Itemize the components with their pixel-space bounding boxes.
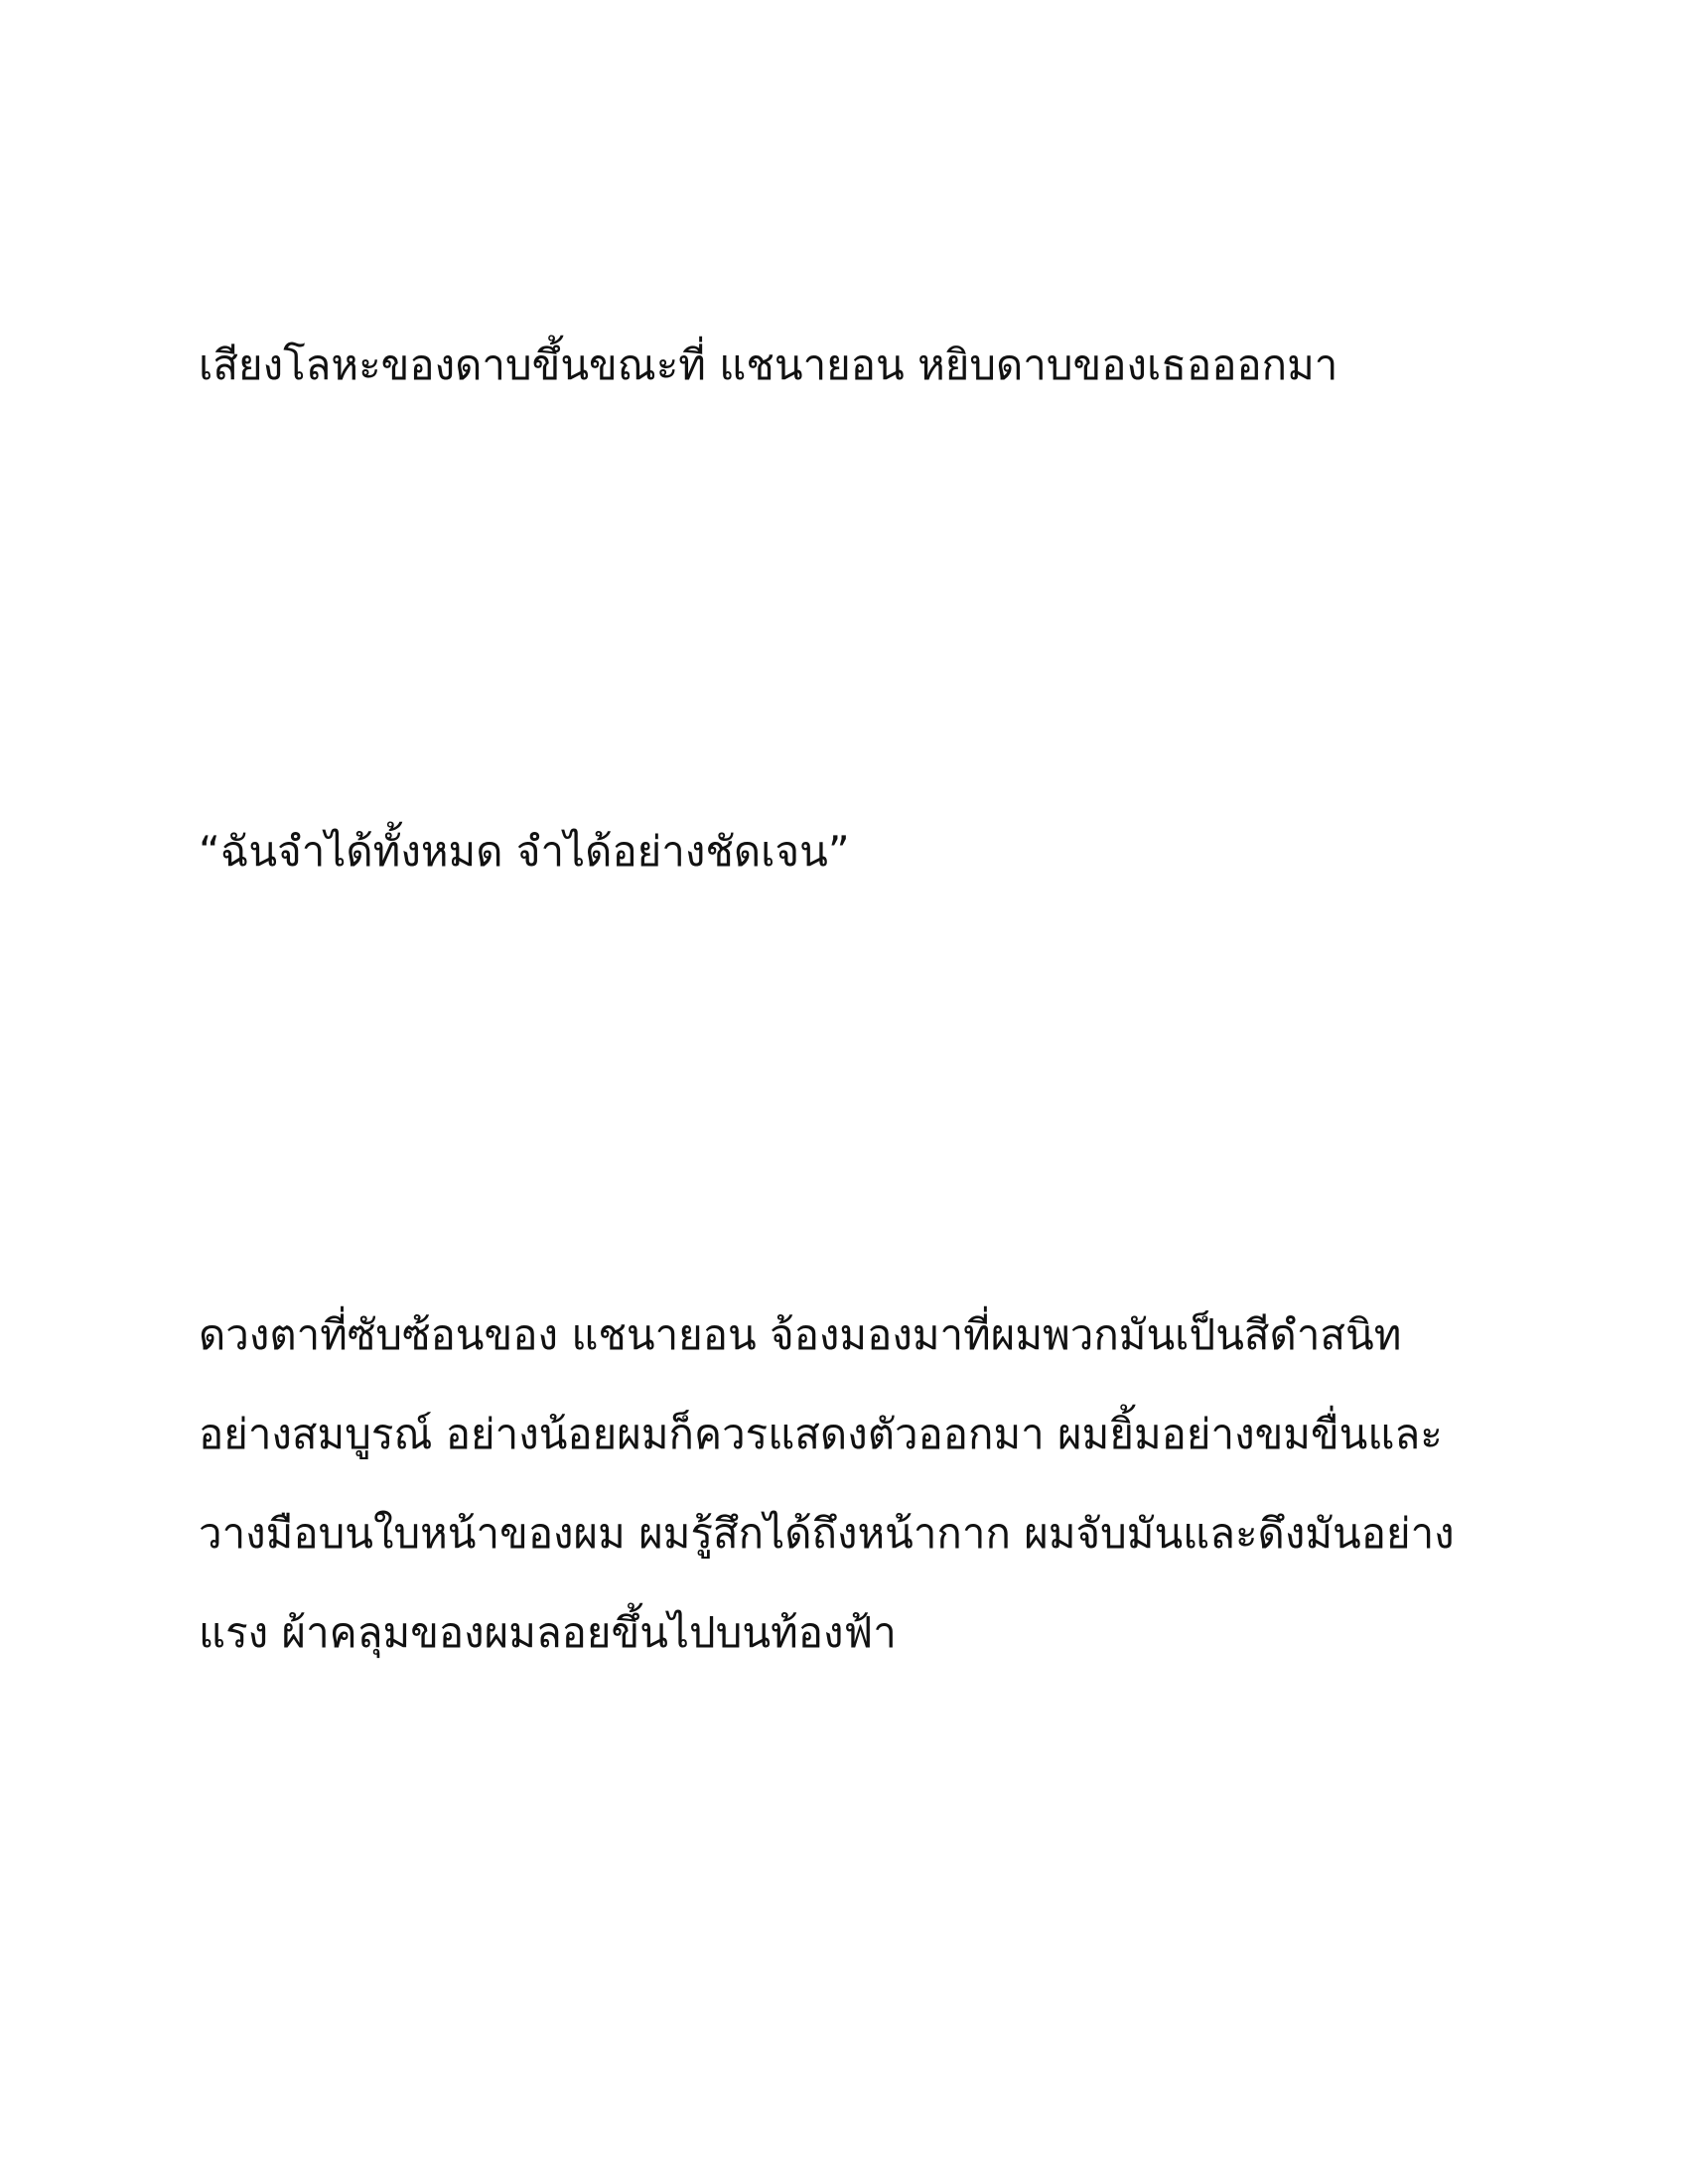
text-line: วางมือบนใบหน้าของผม ผมรู้สึกได้ถึงหน้ากาก ผมจับมันและดึงมันอย่าง — [199, 1509, 1455, 1558]
paragraph-sword-drawn — [199, 316, 1509, 415]
text-line: อย่างสมบูรณ์ อย่างน้อยผมก็ควรแสดงตัวออกมา ผมยิ้มอย่างขมขื่นและ — [199, 1410, 1443, 1458]
text-line: ดวงตาที่ซับซ้อนของ แชนายอน จ้องมองมาที่ผมพวกมันเป็นสีดำสนิท — [199, 1310, 1402, 1359]
paragraph-dialogue-quote — [199, 802, 1509, 901]
text-line: เสียงโลหะของดาบขึ้นขณะที่ แชนายอน หยิบดาบของเธอออกมา — [199, 341, 1338, 389]
paragraph-mask-removal — [199, 1286, 1509, 1683]
text-line: แรง ผ้าคลุมของผมลอยขึ้นไปบนท้องฟ้า — [199, 1608, 897, 1657]
text-line: “ฉันจำได้ทั้งหมด จำได้อย่างชัดเจน” — [199, 827, 850, 876]
